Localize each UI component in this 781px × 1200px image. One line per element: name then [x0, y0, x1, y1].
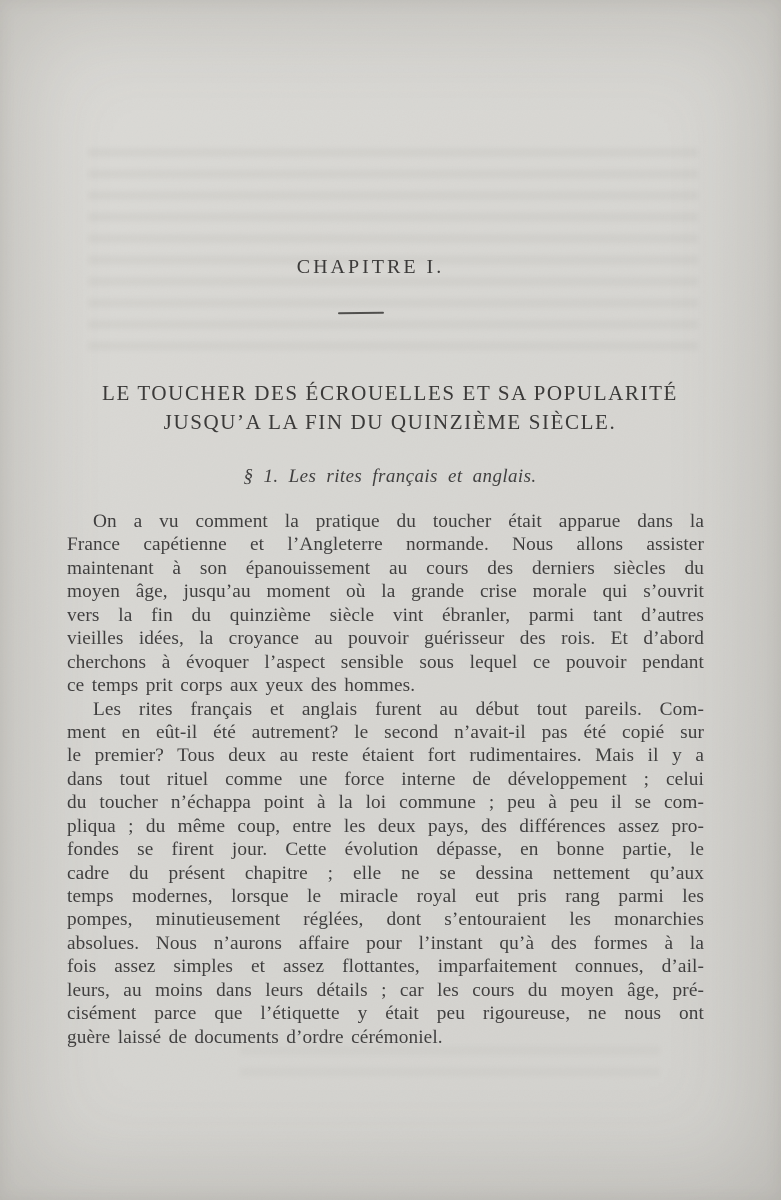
text-line: dans tout rituel comme une force interne de développement ; celui — [67, 768, 704, 790]
text-line: fois assez simples et assez flottantes, imparfaitement connues, d’ail- — [67, 956, 704, 978]
show-through-text-bottom — [240, 1046, 660, 1086]
text-line: leurs, au moins dans leurs détails ; car les cours du moyen âge, pré- — [67, 979, 704, 1001]
text-line: moyen âge, jusqu’au moment où la grande crise morale qui s’ouvrit — [67, 581, 704, 603]
chapter-heading: CHAPITRE I. — [296, 256, 445, 278]
text-line: Les rites français et anglais furent au début tout pareils. Com- — [93, 698, 704, 720]
page-title — [40, 379, 740, 436]
text-line: France capétienne et l’Angleterre normande. Nous allons assister — [67, 534, 704, 556]
title-line-1: LE TOUCHER DES ÉCROUELLES ET SA POPULARITÉ — [102, 381, 678, 405]
paragraph-2 — [67, 698, 704, 1050]
text-line: ment en eût-il été autrement? le second n’avait-il pas été copié sur — [67, 721, 704, 743]
title-line-2: JUSQU’A LA FIN DU QUINZIÈME SIÈCLE. — [163, 409, 617, 434]
text-line: guère laissé de documents d’ordre cérémoniel. — [67, 1026, 443, 1048]
text-line: absolues. Nous n’aurons affaire pour l’instant qu’à des formes à la — [67, 932, 704, 954]
text-line: du toucher n’échappa point à la loi commune ; peu à peu il se com- — [67, 792, 704, 814]
text-line: temps modernes, lorsque le miracle royal eut pris rang parmi les — [67, 886, 704, 907]
text-line: cisément parce que l’étiquette y était peu rigoureuse, ne nous ont — [67, 1003, 704, 1025]
text-line: maintenant à son épanouissement au cours des derniers siècles du — [67, 557, 704, 579]
text-line: On a vu comment la pratique du toucher était apparue dans la — [93, 511, 704, 532]
text-line: cadre du présent chapitre ; elle ne se dessina nettement qu’aux — [67, 862, 704, 884]
text-line: pompes, minutieusement réglées, dont s’entouraient les monarchies — [67, 909, 704, 931]
paragraph-1 — [67, 510, 704, 698]
text-line: vers la fin du quinzième siècle vint ébranler, parmi tant d’autres — [67, 604, 704, 626]
show-through-text-top — [88, 148, 698, 358]
body-text — [67, 510, 704, 1049]
text-line: ce temps prit corps aux yeux des hommes. — [67, 675, 416, 697]
decorative-rule — [338, 312, 384, 314]
text-line: cherchons à évoquer l’aspect sensible sous lequel ce pouvoir pendant — [67, 651, 704, 673]
text-line: fondes se firent jour. Cette évolution dépasse, en bonne partie, le — [67, 839, 704, 861]
text-line: vieilles idées, la croyance au pouvoir guérisseur des rois. Et d’abord — [67, 628, 704, 650]
text-line: le premier? Tous deux au reste étaient fort rudimentaires. Mais il y a — [67, 745, 704, 767]
section-heading: § 1. Les rites français et anglais. — [243, 466, 537, 487]
text-line: pliqua ; du même coup, entre les deux pays, des différences assez pro- — [67, 815, 704, 837]
